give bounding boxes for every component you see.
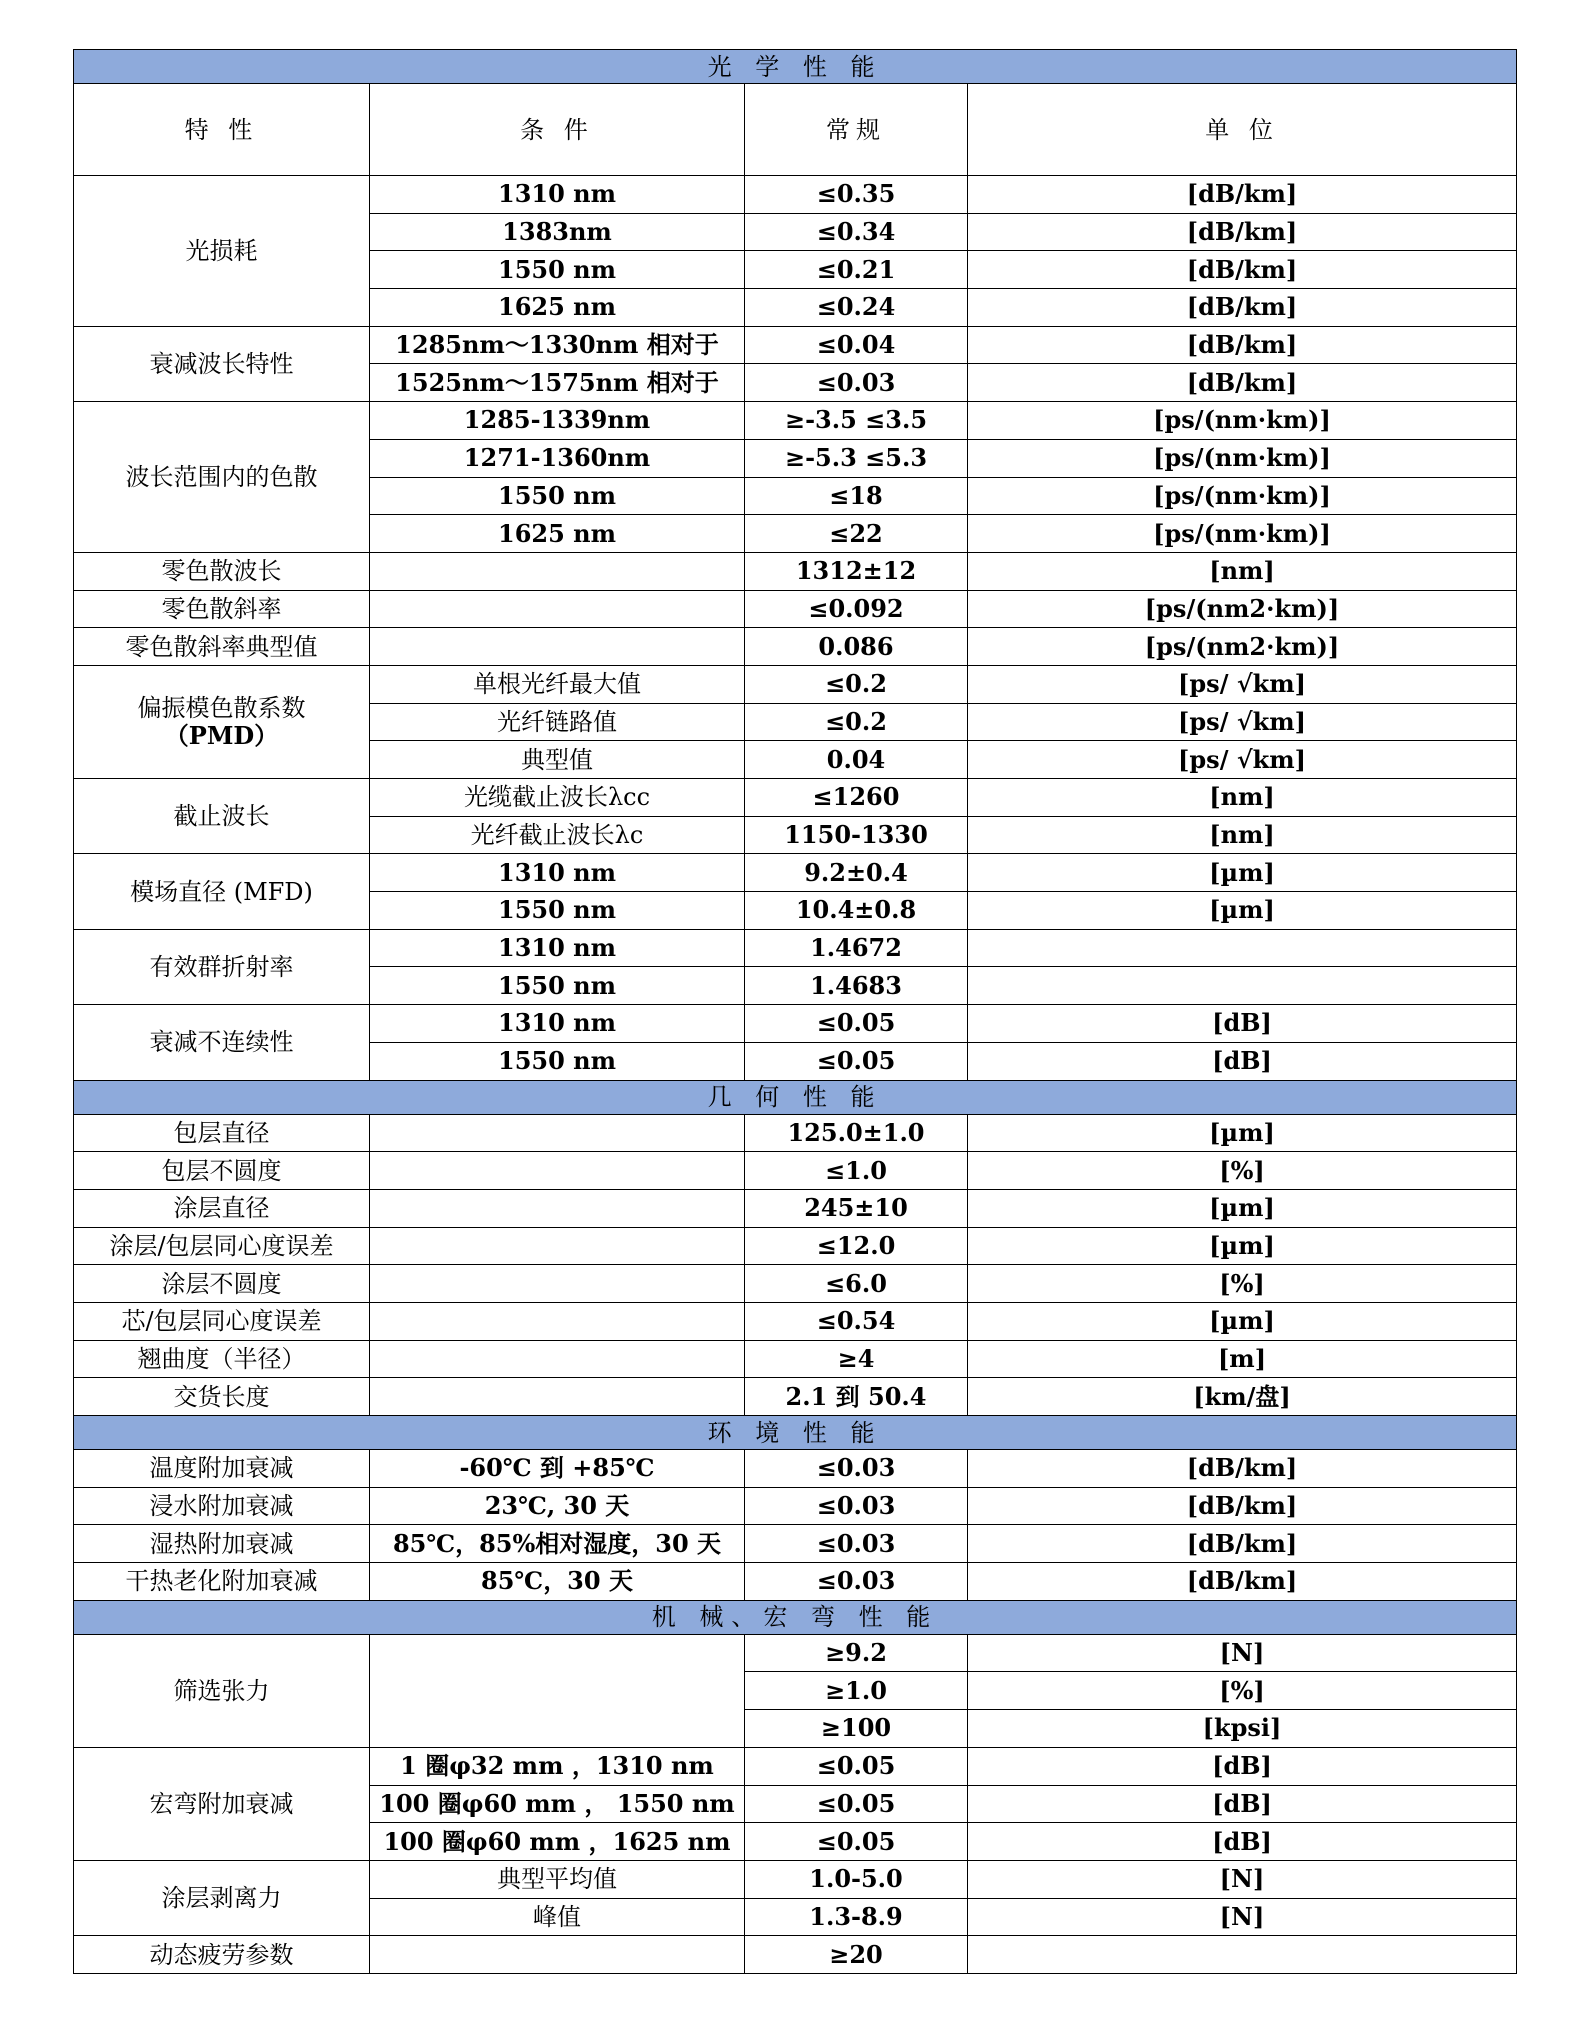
row-label: 光损耗 — [74, 176, 370, 327]
table-row — [74, 1747, 1517, 1785]
cell-condition: 峰值 — [370, 1898, 745, 1936]
cell-condition: 1310 nm — [370, 176, 745, 214]
cell-value: ≥-5.3 ≤5.3 — [745, 439, 968, 477]
cell-condition: 典型值 — [370, 741, 745, 779]
table-row — [74, 1114, 1517, 1152]
cell-value: ≤0.03 — [745, 1487, 968, 1525]
cell-unit: [dB] — [968, 1005, 1517, 1043]
cell-condition — [370, 1114, 745, 1152]
cell-value: ≤0.03 — [745, 1450, 968, 1488]
cell-value: 10.4±0.8 — [745, 892, 968, 930]
cell-condition: 85℃，85%相对湿度，30 天 — [370, 1525, 745, 1563]
cell-unit: [ps/(nm·km)] — [968, 477, 1517, 515]
cell-unit: [nm] — [968, 552, 1517, 590]
cell-condition: 光纤截止波长λc — [370, 816, 745, 854]
row-label: 零色散斜率典型值 — [74, 628, 370, 666]
header-characteristic: 特 性 — [74, 84, 370, 176]
cell-unit: [ps/ √km] — [968, 703, 1517, 741]
cell-condition: 典型平均值 — [370, 1860, 745, 1898]
header-typical: 常规 — [745, 84, 968, 176]
cell-value: 2.1 到 50.4 — [745, 1378, 968, 1416]
cell-unit: [ps/(nm2·km)] — [968, 590, 1517, 628]
cell-unit: [m] — [968, 1340, 1517, 1378]
cell-unit: [dB/km] — [968, 1450, 1517, 1488]
cell-condition: 1550 nm — [370, 967, 745, 1005]
table-row — [74, 779, 1517, 817]
cell-condition — [370, 1936, 745, 1974]
cell-unit: [nm] — [968, 816, 1517, 854]
cell-unit: [ps/(nm·km)] — [968, 515, 1517, 553]
cell-condition: 1550 nm — [370, 892, 745, 930]
cell-value: 245±10 — [745, 1189, 968, 1227]
row-label: 包层直径 — [74, 1114, 370, 1152]
cell-value: ≤0.05 — [745, 1785, 968, 1823]
cell-value: ≤0.05 — [745, 1005, 968, 1043]
cell-value: ≤18 — [745, 477, 968, 515]
cell-value: ≤6.0 — [745, 1265, 968, 1303]
header-unit: 单 位 — [968, 84, 1517, 176]
table-row — [74, 854, 1517, 892]
cell-condition: 光缆截止波长λcc — [370, 779, 745, 817]
cell-value: ≤0.092 — [745, 590, 968, 628]
cell-unit: [µm] — [968, 1114, 1517, 1152]
cell-condition: 1550 nm — [370, 1042, 745, 1080]
table-header — [74, 84, 1517, 176]
cell-value: ≥4 — [745, 1340, 968, 1378]
table-row — [74, 1450, 1517, 1488]
cell-unit — [968, 967, 1517, 1005]
row-label: 截止波长 — [74, 779, 370, 854]
cell-condition — [370, 1340, 745, 1378]
table-row — [74, 1487, 1517, 1525]
row-label: 涂层剥离力 — [74, 1860, 370, 1935]
cell-condition: 100 圈φ60 mm ， 1550 nm — [370, 1785, 745, 1823]
cell-unit: [%] — [968, 1672, 1517, 1710]
section-title: 机 械、宏 弯 性 能 — [74, 1600, 1517, 1634]
table-row — [74, 1265, 1517, 1303]
table-row — [74, 1189, 1517, 1227]
table-row — [74, 1634, 1517, 1672]
cell-unit: [dB/km] — [968, 1563, 1517, 1601]
cell-value: ≤0.05 — [745, 1747, 968, 1785]
cell-value: 1.3-8.9 — [745, 1898, 968, 1936]
cell-unit — [968, 1936, 1517, 1974]
cell-unit — [968, 929, 1517, 967]
cell-value: 1.4683 — [745, 967, 968, 1005]
cell-condition: 1550 nm — [370, 251, 745, 289]
cell-value: ≤0.03 — [745, 1563, 968, 1601]
cell-value: ≥1.0 — [745, 1672, 968, 1710]
cell-unit: [dB] — [968, 1042, 1517, 1080]
row-label: 衰减不连续性 — [74, 1005, 370, 1080]
row-label: 湿热附加衰减 — [74, 1525, 370, 1563]
row-label: 涂层直径 — [74, 1189, 370, 1227]
row-label: 波长范围内的色散 — [74, 402, 370, 553]
cell-unit: [ps/(nm·km)] — [968, 402, 1517, 440]
cell-value: 1.4672 — [745, 929, 968, 967]
cell-unit: [µm] — [968, 1227, 1517, 1265]
cell-unit: [dB/km] — [968, 326, 1517, 364]
cell-condition: 1310 nm — [370, 929, 745, 967]
cell-condition: 1383nm — [370, 213, 745, 251]
cell-value: ≤0.21 — [745, 251, 968, 289]
table-row — [74, 1227, 1517, 1265]
cell-unit: [N] — [968, 1898, 1517, 1936]
table-row — [74, 628, 1517, 666]
row-label: 浸水附加衰减 — [74, 1487, 370, 1525]
table-row — [74, 1302, 1517, 1340]
cell-value: ≤0.2 — [745, 703, 968, 741]
cell-unit: [dB/km] — [968, 176, 1517, 214]
cell-value: 125.0±1.0 — [745, 1114, 968, 1152]
row-label: 包层不圆度 — [74, 1152, 370, 1190]
cell-unit: [dB] — [968, 1747, 1517, 1785]
cell-value: ≥-3.5 ≤3.5 — [745, 402, 968, 440]
cell-unit: [%] — [968, 1265, 1517, 1303]
cell-value: ≥20 — [745, 1936, 968, 1974]
row-label: 筛选张力 — [74, 1634, 370, 1747]
cell-condition: 1550 nm — [370, 477, 745, 515]
cell-unit: [µm] — [968, 892, 1517, 930]
cell-value: 1.0-5.0 — [745, 1860, 968, 1898]
row-label: 零色散波长 — [74, 552, 370, 590]
cell-unit: [ps/(nm2·km)] — [968, 628, 1517, 666]
table-row — [74, 402, 1517, 440]
cell-value: 1150-1330 — [745, 816, 968, 854]
cell-condition: -60℃ 到 +85℃ — [370, 1450, 745, 1488]
cell-condition: 光纤链路值 — [370, 703, 745, 741]
cell-value: ≥9.2 — [745, 1634, 968, 1672]
row-label: 宏弯附加衰减 — [74, 1747, 370, 1860]
cell-condition: 1625 nm — [370, 289, 745, 327]
cell-value: 0.04 — [745, 741, 968, 779]
cell-value: ≤12.0 — [745, 1227, 968, 1265]
cell-value: ≤1260 — [745, 779, 968, 817]
cell-condition: 1625 nm — [370, 515, 745, 553]
section-environmental — [74, 1416, 1517, 1450]
cell-unit: [µm] — [968, 1189, 1517, 1227]
table-row — [74, 590, 1517, 628]
cell-value: 9.2±0.4 — [745, 854, 968, 892]
cell-condition: 1285-1339nm — [370, 402, 745, 440]
cell-unit: [kpsi] — [968, 1710, 1517, 1748]
row-label: 翘曲度（半径） — [74, 1340, 370, 1378]
cell-condition: 1285nm～1330nm 相对于 — [370, 326, 745, 364]
section-title: 环 境 性 能 — [74, 1416, 1517, 1450]
cell-unit: [dB/km] — [968, 289, 1517, 327]
row-label: 有效群折射率 — [74, 929, 370, 1004]
row-label: 衰减波长特性 — [74, 326, 370, 401]
cell-condition — [370, 1265, 745, 1303]
table-row — [74, 665, 1517, 703]
cell-unit: [N] — [968, 1634, 1517, 1672]
cell-unit: [ps/(nm·km)] — [968, 439, 1517, 477]
table-row — [74, 1563, 1517, 1601]
row-label-pmd — [74, 665, 370, 778]
cell-condition — [370, 590, 745, 628]
table-row — [74, 326, 1517, 364]
cell-value: ≤0.03 — [745, 364, 968, 402]
spec-table — [73, 49, 1517, 1974]
cell-unit: [%] — [968, 1152, 1517, 1190]
section-mechanical — [74, 1600, 1517, 1634]
cell-value: ≤22 — [745, 515, 968, 553]
cell-condition — [370, 1302, 745, 1340]
row-label-sub: （PMD） — [164, 720, 279, 750]
row-label: 涂层/包层同心度误差 — [74, 1227, 370, 1265]
row-label: 涂层不圆度 — [74, 1265, 370, 1303]
table-row — [74, 1378, 1517, 1416]
cell-unit: [km/盘] — [968, 1378, 1517, 1416]
header-condition: 条 件 — [370, 84, 745, 176]
section-title: 几 何 性 能 — [74, 1080, 1517, 1114]
cell-unit: [dB/km] — [968, 364, 1517, 402]
cell-condition: 1310 nm — [370, 1005, 745, 1043]
row-label: 偏振模色散系数 — [137, 693, 306, 722]
row-label: 动态疲劳参数 — [74, 1936, 370, 1974]
cell-condition: 1271-1360nm — [370, 439, 745, 477]
cell-condition — [370, 1378, 745, 1416]
cell-unit: [dB/km] — [968, 1525, 1517, 1563]
cell-condition — [370, 628, 745, 666]
cell-condition: 85℃，30 天 — [370, 1563, 745, 1601]
cell-value: ≤0.05 — [745, 1042, 968, 1080]
cell-value: ≤0.03 — [745, 1525, 968, 1563]
cell-condition: 100 圈φ60 mm ，1625 nm — [370, 1823, 745, 1861]
cell-value: 0.086 — [745, 628, 968, 666]
cell-value: ≥100 — [745, 1710, 968, 1748]
cell-condition: 1525nm～1575nm 相对于 — [370, 364, 745, 402]
cell-unit: [dB/km] — [968, 251, 1517, 289]
cell-unit: [ps/ √km] — [968, 741, 1517, 779]
cell-unit: [ps/ √km] — [968, 665, 1517, 703]
cell-condition — [370, 1634, 745, 1747]
table-row — [74, 1936, 1517, 1974]
cell-condition: 1310 nm — [370, 854, 745, 892]
table-row — [74, 1005, 1517, 1043]
cell-condition — [370, 552, 745, 590]
cell-condition: 1 圈φ32 mm ，1310 nm — [370, 1747, 745, 1785]
cell-value: ≤0.2 — [745, 665, 968, 703]
table-row — [74, 176, 1517, 214]
cell-value: ≤0.04 — [745, 326, 968, 364]
table-row — [74, 1860, 1517, 1898]
cell-condition — [370, 1227, 745, 1265]
cell-unit: [µm] — [968, 1302, 1517, 1340]
cell-condition — [370, 1152, 745, 1190]
section-title: 光 学 性 能 — [74, 50, 1517, 84]
cell-value: 1312±12 — [745, 552, 968, 590]
row-label: 干热老化附加衰减 — [74, 1563, 370, 1601]
table-row — [74, 1152, 1517, 1190]
cell-condition — [370, 1189, 745, 1227]
section-geometric — [74, 1080, 1517, 1114]
section-optical — [74, 50, 1517, 84]
cell-unit: [µm] — [968, 854, 1517, 892]
table-row — [74, 1340, 1517, 1378]
cell-value: ≤1.0 — [745, 1152, 968, 1190]
row-label: 温度附加衰减 — [74, 1450, 370, 1488]
cell-value: ≤0.24 — [745, 289, 968, 327]
cell-condition: 23℃, 30 天 — [370, 1487, 745, 1525]
row-label: 芯/包层同心度误差 — [74, 1302, 370, 1340]
cell-unit: [N] — [968, 1860, 1517, 1898]
cell-value: ≤0.05 — [745, 1823, 968, 1861]
cell-unit: [dB] — [968, 1785, 1517, 1823]
cell-value: ≤0.34 — [745, 213, 968, 251]
row-label: 模场直径 (MFD) — [74, 854, 370, 929]
cell-unit: [dB] — [968, 1823, 1517, 1861]
cell-unit: [dB/km] — [968, 1487, 1517, 1525]
table-row — [74, 1525, 1517, 1563]
cell-condition: 单根光纤最大值 — [370, 665, 745, 703]
cell-unit: [nm] — [968, 779, 1517, 817]
cell-unit: [dB/km] — [968, 213, 1517, 251]
row-label: 零色散斜率 — [74, 590, 370, 628]
cell-value: ≤0.35 — [745, 176, 968, 214]
table-row — [74, 929, 1517, 967]
cell-value: ≤0.54 — [745, 1302, 968, 1340]
table-row — [74, 552, 1517, 590]
row-label: 交货长度 — [74, 1378, 370, 1416]
